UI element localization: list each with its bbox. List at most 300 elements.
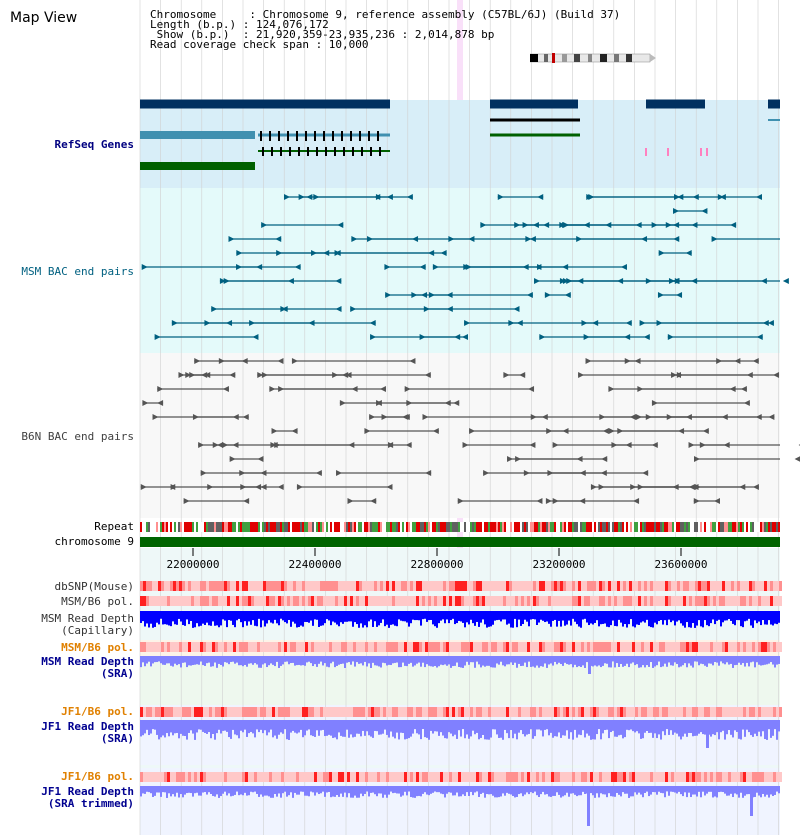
- dbsnp-cell: [716, 581, 719, 591]
- repeat-mark: [570, 522, 572, 532]
- jf1-pol-trim-cell: [422, 772, 425, 782]
- jf1-pol-cell: [209, 707, 212, 717]
- msm-cap-depth: [620, 611, 622, 623]
- repeat-mark: [386, 522, 388, 532]
- jf1-trim-depth: [378, 786, 380, 793]
- msm-pol-sra-cell: [668, 642, 671, 652]
- msm-cap-depth: [384, 611, 386, 626]
- msm-sra-depth: [402, 656, 404, 663]
- msm-sra-depth: [422, 656, 424, 663]
- msm-cap-depth: [362, 611, 364, 628]
- msm-cap-depth: [216, 611, 218, 625]
- jf1-pol-trim-cell: [224, 772, 227, 782]
- jf1-sra-depth: [606, 720, 608, 730]
- jf1-sra-depth: [208, 720, 210, 732]
- jf1-sra-depth: [246, 720, 248, 737]
- dbsnp-cell: [650, 581, 653, 591]
- jf1-trim-depth: [238, 786, 240, 795]
- jf1-pol-trim-cell: [158, 772, 161, 782]
- msm-sra-depth: [188, 656, 190, 665]
- msm-cap-depth: [578, 611, 580, 627]
- msm-pol-cell: [419, 596, 422, 606]
- repeat-mark: [644, 522, 646, 532]
- gene-exon: [343, 147, 345, 156]
- dbsnp-cell: [356, 581, 359, 591]
- repeat-mark: [658, 522, 660, 532]
- jf1-sra-depth: [566, 720, 568, 730]
- jf1-pol-trim-cell: [704, 772, 707, 782]
- jf1-pol-cell: [638, 707, 641, 717]
- dbsnp-cell: [275, 581, 278, 591]
- jf1-pol-cell: [563, 707, 566, 717]
- msm-cap-depth: [708, 611, 710, 626]
- dbsnp-cell: [233, 581, 236, 591]
- jf1-sra-depth: [440, 720, 442, 732]
- jf1-trim-depth: [612, 786, 614, 797]
- msm-pol-sra-cell: [698, 642, 701, 652]
- msm-cap-depth: [762, 611, 764, 620]
- dbsnp-cell: [542, 581, 545, 591]
- jf1-pol-trim-cell: [344, 772, 347, 782]
- jf1-sra-depth: [724, 720, 726, 740]
- jf1-pol-trim-cell: [164, 772, 167, 782]
- jf1-trim-depth: [524, 786, 526, 795]
- jf1-trim-depth: [360, 786, 362, 794]
- jf1-trim-depth: [472, 786, 474, 795]
- msm-pol-sra-cell: [467, 642, 470, 652]
- jf1-pol-cell: [188, 707, 191, 717]
- msm-cap-depth: [490, 611, 492, 626]
- msm-pol-cell: [536, 596, 539, 606]
- msm-pol-cell: [314, 596, 317, 606]
- msm-pol-cell: [749, 596, 752, 606]
- jf1-sra-depth: [486, 720, 488, 740]
- msm-pol-sra-cell: [722, 642, 725, 652]
- msm-pol-sra-cell: [557, 642, 560, 652]
- jf1-pol-cell: [545, 707, 548, 717]
- msm-sra-depth: [156, 656, 158, 662]
- jf1-trim-depth: [754, 786, 756, 797]
- gene-exon: [305, 131, 307, 141]
- msm-sra-depth: [628, 656, 630, 667]
- dbsnp-cell: [503, 581, 506, 591]
- repeat-mark: [654, 522, 656, 532]
- msm-sra-depth: [692, 656, 694, 668]
- jf1-trim-depth: [232, 786, 234, 796]
- jf1-pol-trim-cell: [716, 772, 719, 782]
- jf1-pol-cell: [488, 707, 491, 717]
- msm-sra-depth: [356, 656, 358, 662]
- msm-pol-cell: [629, 596, 632, 606]
- jf1-pol-trim-cell: [437, 772, 440, 782]
- msm-cap-depth: [772, 611, 774, 625]
- jf1-pol-trim-cell: [374, 772, 377, 782]
- chromosome-label: chromosome 9: [54, 535, 134, 548]
- msm-pol-cell: [743, 596, 746, 606]
- msm-pol-cell: [356, 596, 359, 606]
- jf1-pol-trim-cell: [542, 772, 545, 782]
- jf1-trim-depth: [452, 786, 454, 795]
- msm-pol-cell: [548, 596, 551, 606]
- jf1-sra-depth: [308, 720, 310, 729]
- msm-sra-depth: [204, 656, 206, 666]
- msm-pol-cell: [338, 596, 341, 606]
- jf1-pol-trim-cell: [272, 772, 275, 782]
- jf1-pol-trim-cell: [509, 772, 512, 782]
- gene-exon: [271, 147, 273, 156]
- jf1-trim-depth: [180, 786, 182, 794]
- jf1-sra-depth: [250, 720, 252, 732]
- jf1-sra-depth: [322, 720, 324, 730]
- jf1-trim-depth: [170, 786, 172, 796]
- jf1-pol-cell: [203, 707, 206, 717]
- msm-cap-depth: [624, 611, 626, 624]
- jf1-pol-cell: [266, 707, 269, 717]
- msm-pol-sra-cell: [665, 642, 668, 652]
- msm-cap-depth: [664, 611, 666, 620]
- jf1-sra-depth: [664, 720, 666, 735]
- msm-cap-depth: [204, 611, 206, 625]
- repeat-mark: [216, 522, 218, 532]
- msm-sra-depth: [658, 656, 660, 662]
- msm-pol-cell: [533, 596, 536, 606]
- repeat-mark: [142, 522, 144, 532]
- msm-pol-sra-cell: [638, 642, 641, 652]
- repeat-mark: [636, 522, 638, 532]
- msm-sra-depth: [666, 656, 668, 667]
- msm-cap-depth: [464, 611, 466, 627]
- dbsnp-cell: [416, 581, 419, 591]
- jf1-sra-depth: [218, 720, 220, 730]
- jf1-sra-depth: [494, 720, 496, 729]
- repeat-mark: [560, 522, 562, 532]
- msm-pol-cell: [599, 596, 602, 606]
- msm-sra-depth: [142, 656, 144, 662]
- gene-exon: [368, 131, 370, 141]
- jf1-sra-depth: [226, 720, 228, 732]
- jf1-pol-cell: [239, 707, 242, 717]
- jf1-trim-depth: [728, 786, 730, 796]
- msm-pol-cell: [302, 596, 305, 606]
- gene-exon: [278, 131, 280, 141]
- repeat-mark: [248, 522, 250, 532]
- jf1-trim-depth: [756, 786, 758, 793]
- msm-pol-sra-cell: [242, 642, 245, 652]
- msm-pol-sra-cell: [293, 642, 296, 652]
- msm-cap-depth: [332, 611, 334, 622]
- msm-pol-sra-cell: [263, 642, 266, 652]
- jf1-trim-depth: [410, 786, 412, 797]
- jf1-trim-depth: [248, 786, 250, 795]
- msm-sra-depth: [140, 656, 142, 667]
- msm-sra-depth: [630, 656, 632, 664]
- jf1-sra-depth: [638, 720, 640, 733]
- jf1-sra-depth: [600, 720, 602, 739]
- jf1-pol-trim-cell: [488, 772, 491, 782]
- msm-cap-depth: [612, 611, 614, 621]
- dbsnp-cell: [524, 581, 527, 591]
- msm-cap-depth: [644, 611, 646, 623]
- jf1-sra-depth: [380, 720, 382, 734]
- jf1-trim-depth: [558, 786, 560, 795]
- jf1-pol-trim-cell: [731, 772, 734, 782]
- msm-pol-sra-cell: [395, 642, 398, 652]
- msm-bac-pair-end: [783, 278, 789, 284]
- msm-sra-depth: [478, 656, 480, 664]
- jf1-sra-depth: [744, 720, 746, 737]
- msm-cap-depth: [606, 611, 608, 627]
- msm-sra-depth: [600, 656, 602, 667]
- repeat-mark: [468, 522, 470, 532]
- msm-pol-cell: [395, 596, 398, 606]
- jf1-trim-depth: [572, 786, 574, 793]
- repeat-mark: [778, 522, 780, 532]
- msm-sra-depth: [318, 656, 320, 664]
- msm-pol-cell: [143, 596, 146, 606]
- repeat-mark: [308, 522, 310, 532]
- msm-sra-depth: [486, 656, 488, 666]
- jf1-trim-depth: [346, 786, 348, 797]
- repeat-mark: [160, 522, 162, 532]
- jf1-sra-depth: [372, 720, 374, 738]
- jf1-sra-depth: [622, 720, 624, 738]
- jf1-pol-trim-cell: [251, 772, 254, 782]
- repeat-mark: [184, 522, 186, 532]
- msm-pol-sra-cell: [728, 642, 731, 652]
- jf1-trim-depth: [764, 786, 766, 797]
- jf1-pol-cell: [284, 707, 287, 717]
- msm-pol-cell: [509, 596, 512, 606]
- jf1-pol-trim-cell: [686, 772, 689, 782]
- repeat-mark: [476, 522, 478, 532]
- dbsnp-cell: [737, 581, 740, 591]
- repeat-mark: [350, 522, 352, 532]
- jf1-pol-cell: [728, 707, 731, 717]
- msm-pol-cell: [521, 596, 524, 606]
- dbsnp-cell: [584, 581, 587, 591]
- msm-cap-depth: [742, 611, 744, 627]
- repeat-mark: [584, 522, 586, 532]
- repeat-mark: [272, 522, 274, 532]
- msm-pol-sra-cell: [614, 642, 617, 652]
- jf1-pol-trim-cell: [560, 772, 563, 782]
- msm-cap-depth: [616, 611, 618, 626]
- msm-sra-depth: [352, 656, 354, 661]
- repeat-mark: [722, 522, 724, 532]
- jf1-pol-trim-cell: [626, 772, 629, 782]
- jf1-pol-trim-cell: [689, 772, 692, 782]
- repeat-mark: [144, 522, 146, 532]
- msm-sra-depth: [742, 656, 744, 663]
- msm-pol-sra-cell: [560, 642, 563, 652]
- msm-pol-sra-cell: [188, 642, 191, 652]
- msm-sra-depth: [560, 656, 562, 664]
- jf1-trim-depth: [656, 786, 658, 795]
- jf1-pol-cell: [323, 707, 326, 717]
- msm-pol-cell: [431, 596, 434, 606]
- msm-pol-sra-cell: [593, 642, 596, 652]
- msm-sra-depth: [266, 656, 268, 667]
- jf1-pol-cell: [446, 707, 449, 717]
- jf1-pol-cell: [473, 707, 476, 717]
- jf1-pol-cell: [233, 707, 236, 717]
- msm-cap-depth: [630, 611, 632, 619]
- jf1-pol-trim-cell: [527, 772, 530, 782]
- dbsnp-cell: [251, 581, 254, 591]
- jf1-sra-depth: [420, 720, 422, 739]
- jf1-pol-trim-cell: [623, 772, 626, 782]
- jf1-sra-depth: [742, 720, 744, 730]
- msm-sra-depth: [278, 656, 280, 668]
- dbsnp-cell: [263, 581, 266, 591]
- msm-pol-cell: [707, 596, 710, 606]
- jf1-trim-depth: [552, 786, 554, 796]
- jf1-pol-trim-cell: [176, 772, 179, 782]
- jf1-sra-depth: [160, 720, 162, 737]
- repeat-mark: [458, 522, 460, 532]
- msm-cap-depth: [148, 611, 150, 627]
- msm-pol-cell: [461, 596, 464, 606]
- jf1-sra-depth: [734, 720, 736, 730]
- dbsnp-cell: [605, 581, 608, 591]
- jf1-pol-cell: [410, 707, 413, 717]
- msm-cap-depth: [544, 611, 546, 622]
- repeat-mark: [452, 522, 454, 532]
- jf1-sra-depth: [470, 720, 472, 736]
- msm-pol-cell: [254, 596, 257, 606]
- msm-sra-depth: [626, 656, 628, 664]
- jf1-pol-cell: [617, 707, 620, 717]
- msm-pol-cell: [293, 596, 296, 606]
- msm-pol-sra-cell: [140, 642, 143, 652]
- msm-cap-depth: [314, 611, 316, 619]
- jf1-pol-cell: [668, 707, 671, 717]
- msm-cap-depth: [728, 611, 730, 619]
- msm-cap-depth: [242, 611, 244, 627]
- msm-pol-sra-cell: [230, 642, 233, 652]
- jf1-pol-trim-cell: [203, 772, 206, 782]
- jf1-trim-depth: [304, 786, 306, 796]
- repeat-mark: [512, 522, 514, 532]
- jf1-pol-trim-cell: [452, 772, 455, 782]
- msm-cap-depth: [472, 611, 474, 623]
- jf1-sra-depth: [238, 720, 240, 738]
- msm-cap-depth: [224, 611, 226, 621]
- jf1-pol-trim-cell: [191, 772, 194, 782]
- jf1-trim-depth: [652, 786, 654, 792]
- msm-cap-depth: [750, 611, 752, 625]
- repeat-mark: [410, 522, 412, 532]
- gene-feature: [768, 100, 780, 109]
- msm-pol-cell: [326, 596, 329, 606]
- msm-cap-depth: [486, 611, 488, 628]
- jf1-trim-depth: [614, 786, 616, 797]
- msm-pol-cell: [467, 596, 470, 606]
- repeat-mark: [146, 522, 148, 532]
- dbsnp-cell: [140, 581, 143, 591]
- jf1-trim-depth: [740, 786, 742, 793]
- jf1-pol-cell: [422, 707, 425, 717]
- msm-sra-depth: [720, 656, 722, 661]
- dbsnp-cell: [461, 581, 464, 591]
- msm-cap-depth: [530, 611, 532, 620]
- msm-cap-depth: [304, 611, 306, 622]
- msm-sra-depth: [200, 656, 202, 662]
- jf1-pol-cell: [428, 707, 431, 717]
- msm-pol-cell: [287, 596, 290, 606]
- jf1-trim-depth: [672, 786, 674, 792]
- msm-read-depth-sra-label: [41, 656, 134, 680]
- jf1-pol-cell: [548, 707, 551, 717]
- dbsnp-cell: [347, 581, 350, 591]
- msm-pol-cell: [713, 596, 716, 606]
- chromosome-ideogram[interactable]: [530, 53, 656, 63]
- jf1-sra-depth: [608, 720, 610, 738]
- msm-sra-depth: [292, 656, 294, 663]
- jf1-pol-cell: [530, 707, 533, 717]
- msm-pol-sra-cell: [566, 642, 569, 652]
- msm-sra-depth: [620, 656, 622, 664]
- msm-cap-depth: [510, 611, 512, 627]
- jf1-trim-depth: [644, 786, 646, 793]
- jf1-pol-trim-cell: [329, 772, 332, 782]
- msm-pol-cell: [329, 596, 332, 606]
- repeat-mark: [558, 522, 560, 532]
- msm-sra-depth: [464, 656, 466, 666]
- msm-pol-sra-cell: [740, 642, 743, 652]
- repeat-mark: [190, 522, 192, 532]
- repeat-mark: [376, 522, 378, 532]
- msm-pol-cell: [704, 596, 707, 606]
- jf1-pol-trim-cell: [290, 772, 293, 782]
- repeat-mark: [578, 522, 580, 532]
- repeat-mark: [448, 522, 450, 532]
- repeat-mark: [714, 522, 716, 532]
- dbsnp-cell: [302, 581, 305, 591]
- msm-cap-depth: [558, 611, 560, 621]
- msm-sra-depth: [524, 656, 526, 663]
- jf1-trim-depth: [284, 786, 286, 792]
- jf1-pol-cell: [407, 707, 410, 717]
- msm-sra-depth: [744, 656, 746, 667]
- jf1-pol-trim-cell: [614, 772, 617, 782]
- msm-sra-depth: [678, 656, 680, 667]
- msm-b6-pol-label: MSM/B6 pol.: [61, 595, 134, 608]
- jf1-pol-cell: [497, 707, 500, 717]
- msm-pol-sra-cell: [326, 642, 329, 652]
- jf1-pol-trim-cell: [641, 772, 644, 782]
- repeat-mark: [634, 522, 636, 532]
- msm-cap-depth: [598, 611, 600, 626]
- jf1-pol-trim-cell: [473, 772, 476, 782]
- gene-exon: [287, 131, 289, 141]
- msm-sra-depth: [668, 656, 670, 662]
- jf1-pol-cell: [317, 707, 320, 717]
- msm-pol-sra-cell: [203, 642, 206, 652]
- jf1-trim-depth: [440, 786, 442, 794]
- repeat-mark: [718, 522, 720, 532]
- msm-pol-cell: [563, 596, 566, 606]
- msm-cap-depth: [284, 611, 286, 622]
- repeat-mark: [400, 522, 402, 532]
- msm-cap-depth: [230, 611, 232, 621]
- msm-pol-sra-cell: [407, 642, 410, 652]
- jf1-sra-depth: [460, 720, 462, 737]
- jf1-trim-depth: [726, 786, 728, 796]
- msm-sra-depth: [302, 656, 304, 665]
- dbsnp-cell: [758, 581, 761, 591]
- repeat-mark: [624, 522, 626, 532]
